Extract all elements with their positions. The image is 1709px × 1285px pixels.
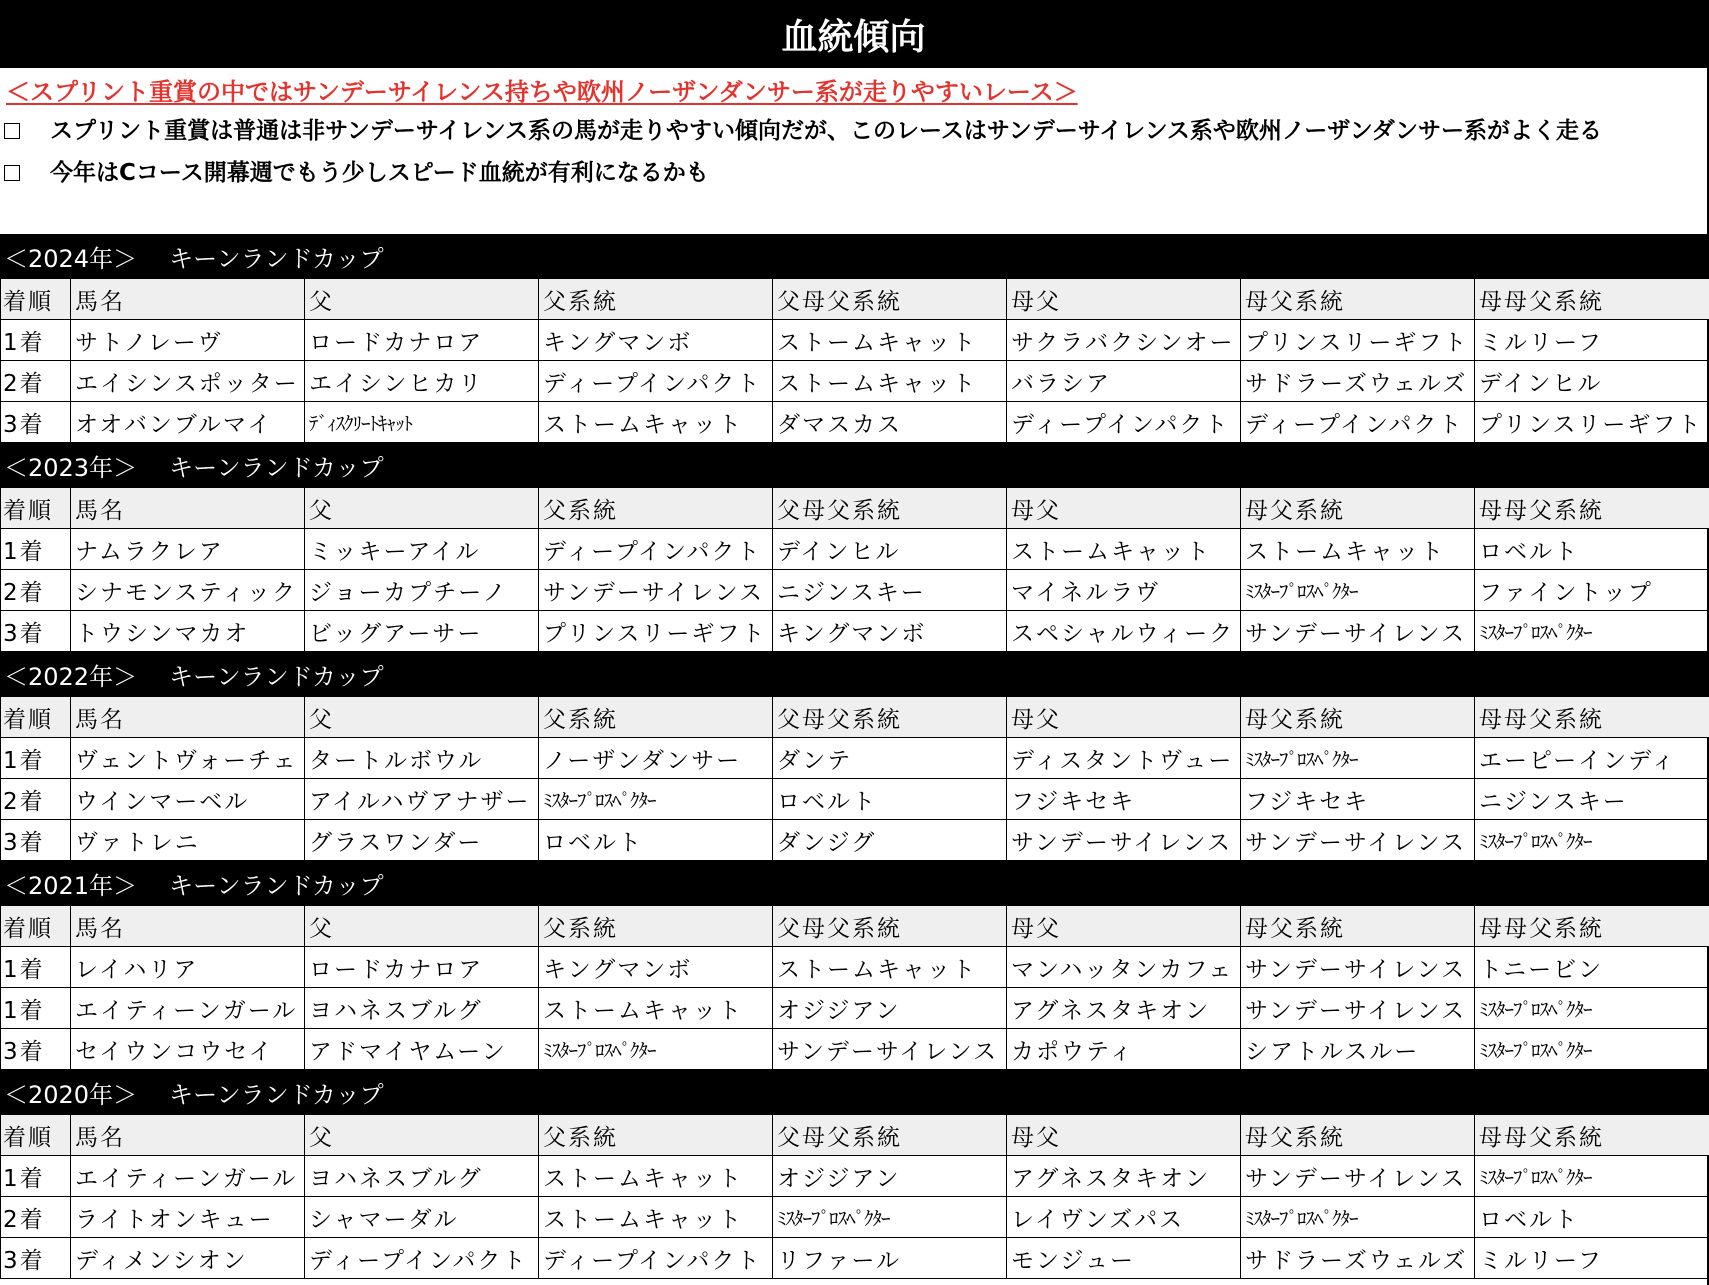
table-row bbox=[1, 402, 1709, 443]
sire-cell: ヨハネスブルグ bbox=[305, 1156, 539, 1197]
dam-sire-cell: サクラバクシンオー bbox=[1007, 320, 1241, 361]
year-header bbox=[0, 234, 1707, 278]
checkbox-icon bbox=[4, 123, 20, 139]
column-header-dam-sire: 母父 bbox=[1007, 279, 1241, 320]
column-header-horse-name: 馬名 bbox=[71, 488, 305, 529]
sire-cell: シャマーダル bbox=[305, 1197, 539, 1238]
rank-cell: 2着 bbox=[1, 361, 71, 402]
sire-cell: グラスワンダー bbox=[305, 820, 539, 861]
sire-line-cell: ﾐｽﾀｰﾌﾟﾛｽﾍﾟｸﾀｰ bbox=[539, 1029, 773, 1070]
horse-name-cell: シナモンスティック bbox=[71, 570, 305, 611]
dam-sire-line-cell: ﾐｽﾀｰﾌﾟﾛｽﾍﾟｸﾀｰ bbox=[1241, 738, 1475, 779]
sire-cell: ロードカナロア bbox=[305, 320, 539, 361]
rank-cell: 2着 bbox=[1, 1197, 71, 1238]
race-name: キーンランドカップ bbox=[169, 1080, 384, 1109]
sire-dam-sire-line-cell: ニジンスキー bbox=[773, 570, 1007, 611]
horse-name-cell: ヴェントヴォーチェ bbox=[71, 738, 305, 779]
year-section bbox=[0, 1070, 1707, 1279]
rank-cell: 3着 bbox=[1, 1029, 71, 1070]
column-header-sire-line: 父系統 bbox=[539, 1115, 773, 1156]
horse-name-cell: セイウンコウセイ bbox=[71, 1029, 305, 1070]
sire-dam-sire-line-cell: ストームキャット bbox=[773, 361, 1007, 402]
year-section bbox=[0, 443, 1707, 652]
table-row bbox=[1, 529, 1709, 570]
horse-name-cell: オオバンブルマイ bbox=[71, 402, 305, 443]
dam-sire-line-cell: サンデーサイレンス bbox=[1241, 947, 1475, 988]
bullet-item bbox=[4, 154, 709, 187]
table-row bbox=[1, 1156, 1709, 1197]
table-row bbox=[1, 1029, 1709, 1070]
sire-cell: ロードカナロア bbox=[305, 947, 539, 988]
rank-cell: 2着 bbox=[1, 570, 71, 611]
dam-sire-line-cell: サンデーサイレンス bbox=[1241, 820, 1475, 861]
page-title: 血統傾向 bbox=[0, 0, 1707, 68]
rank-cell: 3着 bbox=[1, 1238, 71, 1279]
summary-headline: ＜スプリント重賞の中ではサンデーサイレンス持ちや欧州ノーザンダンサー系が走りやすいレース＞ bbox=[6, 78, 1078, 106]
year-label: ＜2022年＞ bbox=[4, 662, 138, 691]
dam-dam-sire-line-cell: ﾐｽﾀｰﾌﾟﾛｽﾍﾟｸﾀｰ bbox=[1475, 611, 1709, 652]
dam-sire-cell: マイネルラヴ bbox=[1007, 570, 1241, 611]
sire-line-cell: ストームキャット bbox=[539, 1197, 773, 1238]
year-label: ＜2021年＞ bbox=[4, 871, 138, 900]
dam-sire-cell: モンジュー bbox=[1007, 1238, 1241, 1279]
rank-cell: 1着 bbox=[1, 988, 71, 1029]
results-table bbox=[0, 1114, 1709, 1279]
sire-cell: タートルボウル bbox=[305, 738, 539, 779]
column-header-rank: 着順 bbox=[1, 488, 71, 529]
dam-sire-cell: フジキセキ bbox=[1007, 779, 1241, 820]
column-header-sire: 父 bbox=[305, 906, 539, 947]
sire-dam-sire-line-cell: オジジアン bbox=[773, 988, 1007, 1029]
column-header-sire-dam-sire-line: 父母父系統 bbox=[773, 1115, 1007, 1156]
sire-cell: アイルハヴアナザー bbox=[305, 779, 539, 820]
sire-dam-sire-line-cell: オジジアン bbox=[773, 1156, 1007, 1197]
sire-cell: ミッキーアイル bbox=[305, 529, 539, 570]
year-header bbox=[0, 861, 1707, 905]
column-header-dam-dam-sire-line: 母母父系統 bbox=[1475, 906, 1709, 947]
rank-cell: 1着 bbox=[1, 738, 71, 779]
sire-dam-sire-line-cell: ダンテ bbox=[773, 738, 1007, 779]
dam-sire-line-cell: サドラーズウェルズ bbox=[1241, 1238, 1475, 1279]
table-row bbox=[1, 320, 1709, 361]
horse-name-cell: エイシンスポッター bbox=[71, 361, 305, 402]
sire-line-cell: ディープインパクト bbox=[539, 529, 773, 570]
dam-sire-cell: スペシャルウィーク bbox=[1007, 611, 1241, 652]
table-row bbox=[1, 361, 1709, 402]
dam-sire-cell: ディスタントヴュー bbox=[1007, 738, 1241, 779]
sire-line-cell: ディープインパクト bbox=[539, 361, 773, 402]
dam-dam-sire-line-cell: ロベルト bbox=[1475, 529, 1709, 570]
rank-cell: 1着 bbox=[1, 1156, 71, 1197]
sire-dam-sire-line-cell: サンデーサイレンス bbox=[773, 1029, 1007, 1070]
dam-sire-cell: カポウティ bbox=[1007, 1029, 1241, 1070]
column-header-dam-dam-sire-line: 母母父系統 bbox=[1475, 1115, 1709, 1156]
column-header-dam-dam-sire-line: 母母父系統 bbox=[1475, 279, 1709, 320]
column-header-dam-sire-line: 母父系統 bbox=[1241, 697, 1475, 738]
column-header-sire: 父 bbox=[305, 488, 539, 529]
dam-sire-line-cell: シアトルスルー bbox=[1241, 1029, 1475, 1070]
sire-line-cell: ディープインパクト bbox=[539, 1238, 773, 1279]
dam-dam-sire-line-cell: デインヒル bbox=[1475, 361, 1709, 402]
rank-cell: 3着 bbox=[1, 820, 71, 861]
dam-sire-cell: アグネスタキオン bbox=[1007, 988, 1241, 1029]
table-header-row bbox=[1, 488, 1709, 529]
dam-sire-cell: アグネスタキオン bbox=[1007, 1156, 1241, 1197]
dam-dam-sire-line-cell: ﾐｽﾀｰﾌﾟﾛｽﾍﾟｸﾀｰ bbox=[1475, 1029, 1709, 1070]
year-section bbox=[0, 652, 1707, 861]
sire-dam-sire-line-cell: ストームキャット bbox=[773, 947, 1007, 988]
horse-name-cell: エイティーンガール bbox=[71, 988, 305, 1029]
dam-dam-sire-line-cell: ﾐｽﾀｰﾌﾟﾛｽﾍﾟｸﾀｰ bbox=[1475, 820, 1709, 861]
sire-dam-sire-line-cell: ﾐｽﾀｰﾌﾟﾛｽﾍﾟｸﾀｰ bbox=[773, 1197, 1007, 1238]
sire-line-cell: ロベルト bbox=[539, 820, 773, 861]
column-header-dam-sire: 母父 bbox=[1007, 1115, 1241, 1156]
column-header-sire: 父 bbox=[305, 1115, 539, 1156]
dam-dam-sire-line-cell: ファイントップ bbox=[1475, 570, 1709, 611]
race-name: キーンランドカップ bbox=[169, 244, 384, 273]
sire-dam-sire-line-cell: ロベルト bbox=[773, 779, 1007, 820]
column-header-horse-name: 馬名 bbox=[71, 1115, 305, 1156]
results-table bbox=[0, 905, 1709, 1070]
sire-dam-sire-line-cell: デインヒル bbox=[773, 529, 1007, 570]
table-row bbox=[1, 1238, 1709, 1279]
dam-dam-sire-line-cell: ニジンスキー bbox=[1475, 779, 1709, 820]
bullet-text: スプリント重賞は普通は非サンデーサイレンス系の馬が走りやすい傾向だが、このレースはサンデーサイレンス系や欧州ノーザンダンサー系がよく走る bbox=[50, 118, 1603, 144]
rank-cell: 3着 bbox=[1, 402, 71, 443]
table-row bbox=[1, 738, 1709, 779]
column-header-sire-dam-sire-line: 父母父系統 bbox=[773, 488, 1007, 529]
results-sections bbox=[0, 234, 1707, 1279]
sire-dam-sire-line-cell: ダマスカス bbox=[773, 402, 1007, 443]
rank-cell: 1着 bbox=[1, 947, 71, 988]
dam-sire-cell: バラシア bbox=[1007, 361, 1241, 402]
column-header-sire-line: 父系統 bbox=[539, 697, 773, 738]
dam-sire-line-cell: ﾐｽﾀｰﾌﾟﾛｽﾍﾟｸﾀｰ bbox=[1241, 570, 1475, 611]
bullet-item bbox=[4, 112, 1602, 145]
year-header bbox=[0, 443, 1707, 487]
horse-name-cell: ナムラクレア bbox=[71, 529, 305, 570]
column-header-sire-line: 父系統 bbox=[539, 279, 773, 320]
sire-cell: ヨハネスブルグ bbox=[305, 988, 539, 1029]
results-table bbox=[0, 278, 1709, 443]
year-label: ＜2024年＞ bbox=[4, 244, 138, 273]
dam-sire-cell: マンハッタンカフェ bbox=[1007, 947, 1241, 988]
table-row bbox=[1, 779, 1709, 820]
horse-name-cell: ライトオンキュー bbox=[71, 1197, 305, 1238]
dam-dam-sire-line-cell: ミルリーフ bbox=[1475, 320, 1709, 361]
column-header-sire-dam-sire-line: 父母父系統 bbox=[773, 906, 1007, 947]
horse-name-cell: トウシンマカオ bbox=[71, 611, 305, 652]
table-header-row bbox=[1, 697, 1709, 738]
dam-sire-line-cell: プリンスリーギフト bbox=[1241, 320, 1475, 361]
dam-sire-line-cell: サドラーズウェルズ bbox=[1241, 361, 1475, 402]
horse-name-cell: ウインマーベル bbox=[71, 779, 305, 820]
sire-cell: アドマイヤムーン bbox=[305, 1029, 539, 1070]
column-header-dam-sire: 母父 bbox=[1007, 906, 1241, 947]
dam-sire-line-cell: ディープインパクト bbox=[1241, 402, 1475, 443]
race-name: キーンランドカップ bbox=[169, 871, 384, 900]
column-header-rank: 着順 bbox=[1, 906, 71, 947]
column-header-horse-name: 馬名 bbox=[71, 697, 305, 738]
rank-cell: 1着 bbox=[1, 320, 71, 361]
dam-sire-line-cell: フジキセキ bbox=[1241, 779, 1475, 820]
table-row bbox=[1, 988, 1709, 1029]
sire-cell: エイシンヒカリ bbox=[305, 361, 539, 402]
dam-sire-cell: レイヴンズパス bbox=[1007, 1197, 1241, 1238]
dam-sire-line-cell: ﾐｽﾀｰﾌﾟﾛｽﾍﾟｸﾀｰ bbox=[1241, 1197, 1475, 1238]
dam-sire-line-cell: サンデーサイレンス bbox=[1241, 1156, 1475, 1197]
sire-dam-sire-line-cell: ダンジグ bbox=[773, 820, 1007, 861]
horse-name-cell: ディメンシオン bbox=[71, 1238, 305, 1279]
column-header-sire-line: 父系統 bbox=[539, 906, 773, 947]
results-table bbox=[0, 696, 1709, 861]
sire-line-cell: ノーザンダンサー bbox=[539, 738, 773, 779]
column-header-sire: 父 bbox=[305, 279, 539, 320]
dam-dam-sire-line-cell: ミルリーフ bbox=[1475, 1238, 1709, 1279]
race-name: キーンランドカップ bbox=[169, 453, 384, 482]
rank-cell: 2着 bbox=[1, 779, 71, 820]
column-header-dam-dam-sire-line: 母母父系統 bbox=[1475, 488, 1709, 529]
sire-line-cell: ﾐｽﾀｰﾌﾟﾛｽﾍﾟｸﾀｰ bbox=[539, 779, 773, 820]
horse-name-cell: レイハリア bbox=[71, 947, 305, 988]
table-row bbox=[1, 611, 1709, 652]
column-header-sire-dam-sire-line: 父母父系統 bbox=[773, 279, 1007, 320]
column-header-rank: 着順 bbox=[1, 1115, 71, 1156]
column-header-rank: 着順 bbox=[1, 697, 71, 738]
sire-cell: ジョーカプチーノ bbox=[305, 570, 539, 611]
table-row bbox=[1, 947, 1709, 988]
column-header-dam-sire: 母父 bbox=[1007, 697, 1241, 738]
dam-sire-line-cell: ストームキャット bbox=[1241, 529, 1475, 570]
summary-block bbox=[0, 68, 1707, 234]
column-header-sire: 父 bbox=[305, 697, 539, 738]
table-header-row bbox=[1, 279, 1709, 320]
column-header-horse-name: 馬名 bbox=[71, 906, 305, 947]
table-row bbox=[1, 820, 1709, 861]
results-table bbox=[0, 487, 1709, 652]
rank-cell: 1着 bbox=[1, 529, 71, 570]
dam-dam-sire-line-cell: プリンスリーギフト bbox=[1475, 402, 1709, 443]
column-header-dam-sire-line: 母父系統 bbox=[1241, 1115, 1475, 1156]
dam-sire-cell: サンデーサイレンス bbox=[1007, 820, 1241, 861]
dam-dam-sire-line-cell: トニービン bbox=[1475, 947, 1709, 988]
column-header-dam-dam-sire-line: 母母父系統 bbox=[1475, 697, 1709, 738]
sire-line-cell: ストームキャット bbox=[539, 988, 773, 1029]
sire-dam-sire-line-cell: ストームキャット bbox=[773, 320, 1007, 361]
table-header-row bbox=[1, 906, 1709, 947]
column-header-rank: 着順 bbox=[1, 279, 71, 320]
dam-dam-sire-line-cell: ロベルト bbox=[1475, 1197, 1709, 1238]
dam-dam-sire-line-cell: ﾐｽﾀｰﾌﾟﾛｽﾍﾟｸﾀｰ bbox=[1475, 988, 1709, 1029]
race-name: キーンランドカップ bbox=[169, 662, 384, 691]
dam-sire-line-cell: サンデーサイレンス bbox=[1241, 611, 1475, 652]
column-header-dam-sire-line: 母父系統 bbox=[1241, 488, 1475, 529]
dam-sire-cell: ストームキャット bbox=[1007, 529, 1241, 570]
rank-cell: 3着 bbox=[1, 611, 71, 652]
sire-line-cell: ストームキャット bbox=[539, 1156, 773, 1197]
year-label: ＜2023年＞ bbox=[4, 453, 138, 482]
column-header-sire-dam-sire-line: 父母父系統 bbox=[773, 697, 1007, 738]
sire-line-cell: ストームキャット bbox=[539, 402, 773, 443]
year-label: ＜2020年＞ bbox=[4, 1080, 138, 1109]
sire-line-cell: プリンスリーギフト bbox=[539, 611, 773, 652]
checkbox-icon bbox=[4, 165, 20, 181]
column-header-horse-name: 馬名 bbox=[71, 279, 305, 320]
table-row bbox=[1, 570, 1709, 611]
horse-name-cell: サトノレーヴ bbox=[71, 320, 305, 361]
sire-dam-sire-line-cell: キングマンボ bbox=[773, 611, 1007, 652]
year-section bbox=[0, 234, 1707, 443]
column-header-dam-sire-line: 母父系統 bbox=[1241, 906, 1475, 947]
sire-cell: ビッグアーサー bbox=[305, 611, 539, 652]
dam-dam-sire-line-cell: ﾐｽﾀｰﾌﾟﾛｽﾍﾟｸﾀｰ bbox=[1475, 1156, 1709, 1197]
sire-cell: ﾃﾞｨｽｸﾘｰﾄｷｬｯﾄ bbox=[305, 402, 539, 443]
dam-dam-sire-line-cell: エーピーインディ bbox=[1475, 738, 1709, 779]
year-section bbox=[0, 861, 1707, 1070]
table-header-row bbox=[1, 1115, 1709, 1156]
sire-line-cell: キングマンボ bbox=[539, 320, 773, 361]
horse-name-cell: エイティーンガール bbox=[71, 1156, 305, 1197]
dam-sire-cell: ディープインパクト bbox=[1007, 402, 1241, 443]
horse-name-cell: ヴァトレニ bbox=[71, 820, 305, 861]
table-row bbox=[1, 1197, 1709, 1238]
year-header bbox=[0, 1070, 1707, 1114]
sire-line-cell: サンデーサイレンス bbox=[539, 570, 773, 611]
column-header-dam-sire: 母父 bbox=[1007, 488, 1241, 529]
bullet-text: 今年はCコース開幕週でもう少しスピード血統が有利になるかも bbox=[50, 160, 709, 186]
sire-line-cell: キングマンボ bbox=[539, 947, 773, 988]
column-header-dam-sire-line: 母父系統 bbox=[1241, 279, 1475, 320]
year-header bbox=[0, 652, 1707, 696]
sire-dam-sire-line-cell: リファール bbox=[773, 1238, 1007, 1279]
sire-cell: ディープインパクト bbox=[305, 1238, 539, 1279]
column-header-sire-line: 父系統 bbox=[539, 488, 773, 529]
dam-sire-line-cell: サンデーサイレンス bbox=[1241, 988, 1475, 1029]
